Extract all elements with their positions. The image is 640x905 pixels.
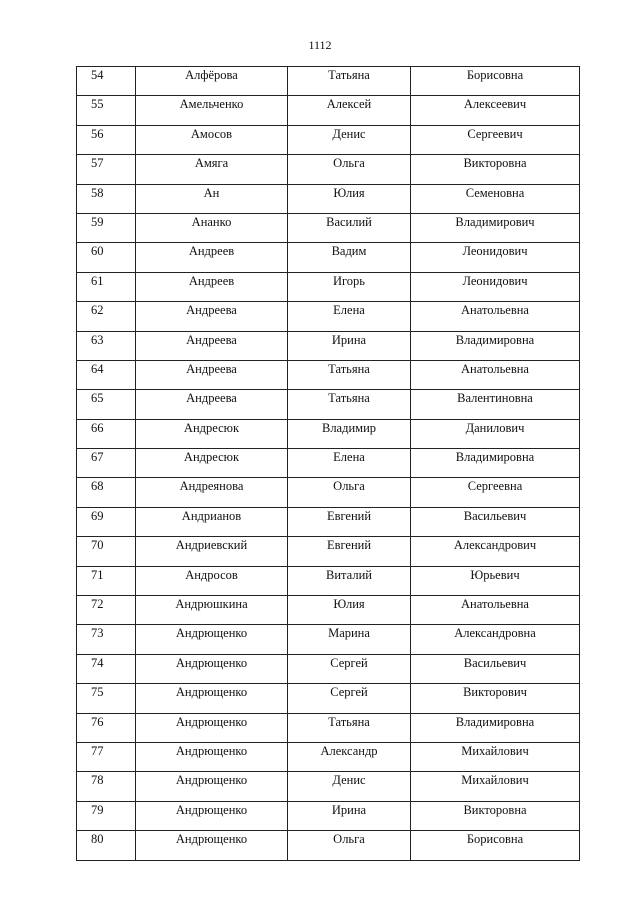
row-number-cell: 74 [77, 654, 136, 683]
page-number: 1112 [308, 38, 332, 52]
table-row [77, 360, 580, 389]
first-name-cell: Татьяна [288, 390, 411, 419]
table-row [77, 478, 580, 507]
first-name-cell: Алексей [288, 96, 411, 125]
row-number-cell: 57 [77, 155, 136, 184]
row-number-cell: 59 [77, 213, 136, 242]
surname-cell: Ананко [136, 213, 288, 242]
first-name-cell: Сергей [288, 654, 411, 683]
table-row [77, 772, 580, 801]
row-number-cell: 78 [77, 772, 136, 801]
patronymic-cell: Борисовна [411, 67, 580, 96]
table-row [77, 331, 580, 360]
row-number-cell: 62 [77, 302, 136, 331]
first-name-cell: Денис [288, 125, 411, 154]
patronymic-cell: Анатольевна [411, 360, 580, 389]
surname-cell: Андрющенко [136, 742, 288, 771]
surname-cell: Андрющенко [136, 801, 288, 830]
surname-cell: Андреева [136, 390, 288, 419]
table-row [77, 449, 580, 478]
table-row [77, 243, 580, 272]
row-number-cell: 79 [77, 801, 136, 830]
row-number-cell: 63 [77, 331, 136, 360]
patronymic-cell: Борисовна [411, 831, 580, 860]
surname-cell: Андреева [136, 331, 288, 360]
registry-table [76, 66, 580, 861]
first-name-cell: Елена [288, 302, 411, 331]
patronymic-cell: Алексеевич [411, 96, 580, 125]
first-name-cell: Юлия [288, 184, 411, 213]
row-number-cell: 73 [77, 625, 136, 654]
first-name-cell: Ирина [288, 331, 411, 360]
surname-cell: Андрющенко [136, 654, 288, 683]
row-number-cell: 58 [77, 184, 136, 213]
surname-cell: Андресюк [136, 419, 288, 448]
table-row [77, 302, 580, 331]
patronymic-cell: Владимирович [411, 213, 580, 242]
surname-cell: Андреев [136, 272, 288, 301]
first-name-cell: Татьяна [288, 67, 411, 96]
surname-cell: Андрющенко [136, 625, 288, 654]
table-row [77, 390, 580, 419]
patronymic-cell: Васильевич [411, 507, 580, 536]
patronymic-cell: Семеновна [411, 184, 580, 213]
first-name-cell: Вадим [288, 243, 411, 272]
row-number-cell: 67 [77, 449, 136, 478]
table-row [77, 684, 580, 713]
patronymic-cell: Александровна [411, 625, 580, 654]
surname-cell: Андрющенко [136, 713, 288, 742]
patronymic-cell: Владимировна [411, 713, 580, 742]
surname-cell: Андрющенко [136, 772, 288, 801]
patronymic-cell: Данилович [411, 419, 580, 448]
patronymic-cell: Юрьевич [411, 566, 580, 595]
surname-cell: Андрющенко [136, 831, 288, 860]
row-number-cell: 61 [77, 272, 136, 301]
first-name-cell: Юлия [288, 596, 411, 625]
table-row [77, 801, 580, 830]
table-row [77, 419, 580, 448]
patronymic-cell: Сергеевна [411, 478, 580, 507]
table-row [77, 742, 580, 771]
surname-cell: Амосов [136, 125, 288, 154]
patronymic-cell: Владимировна [411, 331, 580, 360]
row-number-cell: 75 [77, 684, 136, 713]
first-name-cell: Елена [288, 449, 411, 478]
registry-table-body [77, 67, 580, 861]
patronymic-cell: Леонидович [411, 272, 580, 301]
patronymic-cell: Викторович [411, 684, 580, 713]
surname-cell: Андреева [136, 302, 288, 331]
row-number-cell: 76 [77, 713, 136, 742]
row-number-cell: 60 [77, 243, 136, 272]
table-row [77, 155, 580, 184]
first-name-cell: Владимир [288, 419, 411, 448]
first-name-cell: Ирина [288, 801, 411, 830]
surname-cell: Амельченко [136, 96, 288, 125]
first-name-cell: Александр [288, 742, 411, 771]
patronymic-cell: Александрович [411, 537, 580, 566]
surname-cell: Андрианов [136, 507, 288, 536]
table-row [77, 272, 580, 301]
row-number-cell: 71 [77, 566, 136, 595]
first-name-cell: Евгений [288, 537, 411, 566]
first-name-cell: Денис [288, 772, 411, 801]
table-row [77, 596, 580, 625]
row-number-cell: 72 [77, 596, 136, 625]
first-name-cell: Игорь [288, 272, 411, 301]
row-number-cell: 54 [77, 67, 136, 96]
patronymic-cell: Анатольевна [411, 302, 580, 331]
first-name-cell: Марина [288, 625, 411, 654]
surname-cell: Андриевский [136, 537, 288, 566]
table-row [77, 566, 580, 595]
surname-cell: Андреянова [136, 478, 288, 507]
row-number-cell: 66 [77, 419, 136, 448]
patronymic-cell: Викторовна [411, 801, 580, 830]
patronymic-cell: Владимировна [411, 449, 580, 478]
patronymic-cell: Михайлович [411, 772, 580, 801]
table-row [77, 654, 580, 683]
row-number-cell: 65 [77, 390, 136, 419]
first-name-cell: Ольга [288, 478, 411, 507]
surname-cell: Алфёрова [136, 67, 288, 96]
table-row [77, 625, 580, 654]
patronymic-cell: Сергеевич [411, 125, 580, 154]
first-name-cell: Татьяна [288, 360, 411, 389]
patronymic-cell: Леонидович [411, 243, 580, 272]
first-name-cell: Татьяна [288, 713, 411, 742]
first-name-cell: Евгений [288, 507, 411, 536]
patronymic-cell: Васильевич [411, 654, 580, 683]
first-name-cell: Ольга [288, 831, 411, 860]
table-row [77, 537, 580, 566]
table-row [77, 67, 580, 96]
row-number-cell: 69 [77, 507, 136, 536]
patronymic-cell: Анатольевна [411, 596, 580, 625]
first-name-cell: Сергей [288, 684, 411, 713]
first-name-cell: Ольга [288, 155, 411, 184]
row-number-cell: 80 [77, 831, 136, 860]
surname-cell: Андресюк [136, 449, 288, 478]
surname-cell: Андрюшкина [136, 596, 288, 625]
surname-cell: Андреева [136, 360, 288, 389]
row-number-cell: 64 [77, 360, 136, 389]
table-row [77, 125, 580, 154]
table-row [77, 831, 580, 860]
surname-cell: Андреев [136, 243, 288, 272]
surname-cell: Амяга [136, 155, 288, 184]
table-row [77, 213, 580, 242]
table-row [77, 713, 580, 742]
table-row [77, 507, 580, 536]
patronymic-cell: Валентиновна [411, 390, 580, 419]
row-number-cell: 77 [77, 742, 136, 771]
row-number-cell: 56 [77, 125, 136, 154]
first-name-cell: Василий [288, 213, 411, 242]
surname-cell: Андросов [136, 566, 288, 595]
row-number-cell: 70 [77, 537, 136, 566]
patronymic-cell: Викторовна [411, 155, 580, 184]
first-name-cell: Виталий [288, 566, 411, 595]
row-number-cell: 68 [77, 478, 136, 507]
table-row [77, 96, 580, 125]
row-number-cell: 55 [77, 96, 136, 125]
table-row [77, 184, 580, 213]
surname-cell: Ан [136, 184, 288, 213]
surname-cell: Андрющенко [136, 684, 288, 713]
patronymic-cell: Михайлович [411, 742, 580, 771]
